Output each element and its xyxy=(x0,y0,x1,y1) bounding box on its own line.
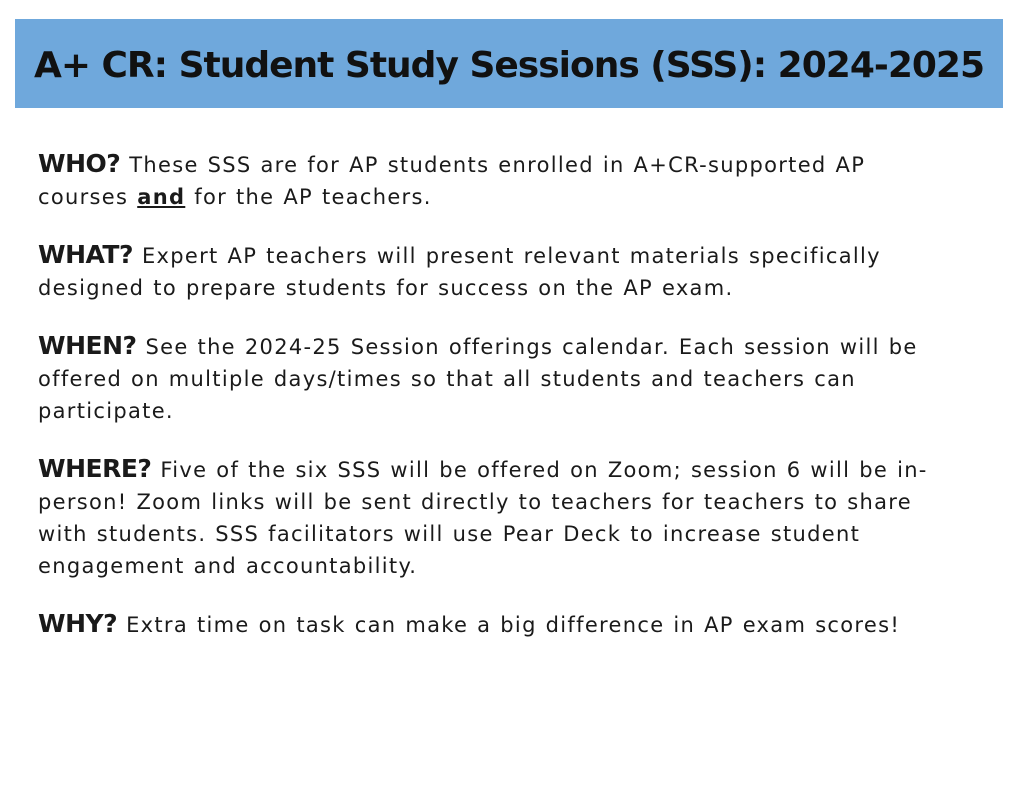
what-text: Expert AP teachers will present relevant materials specifically designed to prepare students for success on the AP exam. xyxy=(38,244,881,300)
document-body xyxy=(38,148,958,667)
title-banner xyxy=(15,19,1003,108)
what-label: WHAT? xyxy=(38,240,133,269)
why-label: WHY? xyxy=(38,609,118,638)
when-text: See the 2024-25 Session offerings calendar. Each session will be offered on multiple days/times so that all students and teachers can participate. xyxy=(38,335,918,423)
where-label: WHERE? xyxy=(38,454,152,483)
page-title: A+ CR: Student Study Sessions (SSS): 2024-2025 xyxy=(33,45,985,86)
what-paragraph xyxy=(38,239,958,304)
who-paragraph xyxy=(38,148,958,213)
who-text-before: These SSS are for AP students enrolled in A+CR-supported AP courses xyxy=(38,153,866,209)
where-text: Five of the six SSS will be offered on Zoom; session 6 will be in-person! Zoom links will be sent directly to teachers for teachers to share with students. SSS facilitators will use Pear Deck to increase student engagement and accountability. xyxy=(38,458,928,578)
why-text: Extra time on task can make a big difference in AP exam scores! xyxy=(117,613,901,637)
where-paragraph xyxy=(38,453,958,582)
when-label: WHEN? xyxy=(38,331,137,360)
when-paragraph xyxy=(38,330,958,427)
why-paragraph xyxy=(38,608,958,641)
who-emphasis: and xyxy=(137,185,186,209)
who-text-after: for the AP teachers. xyxy=(185,185,432,209)
who-label: WHO? xyxy=(38,149,121,178)
